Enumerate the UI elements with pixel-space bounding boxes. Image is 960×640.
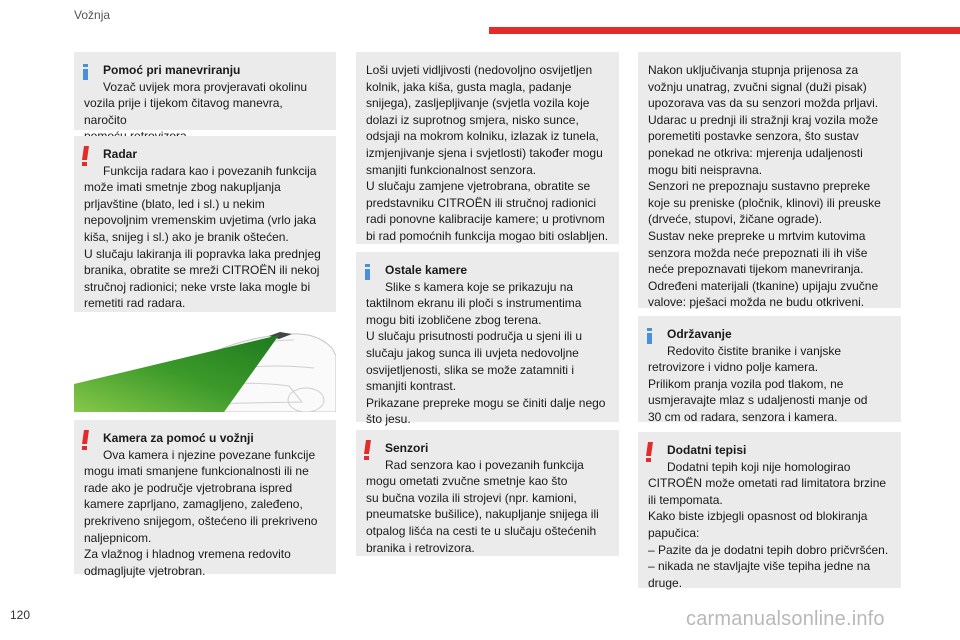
- note-line: naljepnicom.: [84, 530, 152, 545]
- car-camera-illustration-svg: [74, 322, 336, 412]
- note-box-maneuvering: [74, 52, 336, 130]
- note-line: Određeni materijali (tkanine) upijaju zvučne: [648, 278, 879, 293]
- note-line: vozila prije i tijekom čitavog manevra, naročito: [84, 96, 283, 127]
- header-accent-bar: [489, 27, 960, 34]
- note-line: rade ako je područje vjetrobrana ispred: [84, 480, 293, 495]
- note-line: ponekad ne otkriva: mjerenja udaljenosti: [648, 145, 863, 160]
- note-line: mogu imati smanjene funkcionalnosti ili ne: [84, 464, 309, 479]
- note-line: odmagljujte vjetrobran.: [84, 563, 206, 578]
- note-line: pneumatske bušilice), nakupljanje snijega ili: [366, 507, 599, 522]
- note-line: papučica:: [648, 525, 700, 540]
- note-line: druge.: [648, 575, 683, 590]
- note-line: otpalog lišća na cesti te u slučaju oštećenih: [366, 523, 597, 538]
- note-line: slučaju jakog sunca ili uvjeta nedovoljne: [366, 345, 579, 360]
- note-line: radi ponovne kalibracije kamere; u protivnom: [366, 212, 605, 227]
- note-line: Rad senzora kao i povezanih funkcija: [385, 457, 584, 472]
- note-line: kamere zaprljano, zamagljeno, zaleđeno,: [84, 497, 303, 512]
- note-line: Sustav neke prepreke u mrtvim kutovima: [648, 228, 866, 243]
- note-line: branika, obratite se mreži CITROËN ili nekoj: [84, 263, 320, 278]
- note-line: prekriveno snijegom, oštećeno ili prekriveno: [84, 513, 318, 528]
- note-title: Održavanje: [667, 327, 732, 341]
- note-line: U slučaju zamjene vjetrobrana, obratite se: [366, 179, 591, 194]
- note-line: snijega), zasljepljivanje (svjetla vozila koje: [366, 96, 590, 111]
- note-title: Kamera za pomoć u vožnji: [103, 431, 254, 445]
- note-line: 30 cm od radara, senzora i kamera.: [648, 409, 838, 424]
- note-title: Senzori: [385, 441, 429, 455]
- note-line: kolnik, jaka kiša, gusta magla, padanje: [366, 79, 572, 94]
- note-title: Dodatni tepisi: [667, 443, 747, 457]
- note-box-visibility: [356, 52, 619, 244]
- note-line: nepovoljnim vremenskim uvjetima (vrlo jaka: [84, 213, 317, 228]
- note-line: Slike s kamera koje se prikazuju na: [385, 279, 574, 294]
- note-line: U slučaju lakiranja ili popravka laka prednjeg: [84, 246, 321, 261]
- note-line: izmjenjivanje sjena i svjetlosti) također mogu: [366, 145, 603, 160]
- note-line: bi rad pomoćnih funkcija mogao biti oslabljen.: [366, 228, 609, 243]
- note-line: U slučaju prisutnosti područja u sjeni ili u: [366, 329, 583, 344]
- note-line: Loši uvjeti vidljivosti (nedovoljno osvijetljen: [366, 63, 593, 77]
- warning-box-floor-mats: [638, 432, 901, 588]
- note-line: taktilnom ekranu ili ploči s instrumentima: [366, 296, 582, 311]
- note-line: kiša, snijeg i sl.) ako je branik oštećen.: [84, 229, 289, 244]
- note-line: valove: pješaci možda ne budu otkriveni.: [648, 295, 865, 310]
- info-icon: [646, 328, 654, 344]
- note-line: Senzori ne prepoznaju sustavno prepreke: [648, 179, 871, 194]
- note-line: osvijetljenosti, slika se može zatamniti i: [366, 362, 575, 377]
- note-line: Kako biste izbjegli opasnost od blokiranja: [648, 509, 868, 524]
- note-line: smanjiti funkcionalnost senzora.: [366, 162, 537, 177]
- info-icon: [82, 64, 90, 80]
- note-line: predstavniku CITROËN ili stručnoj radionici: [366, 195, 597, 210]
- note-line: koje su preniske (pločnik, klinovi) ili preuske: [648, 195, 881, 210]
- note-title: Radar: [103, 147, 138, 161]
- note-line: Za vlažnog i hladnog vremena redovito: [84, 547, 291, 562]
- note-line: Nakon uključivanja stupnja prijenosa za: [648, 63, 859, 77]
- note-line: Udarac u prednji ili stražnji kraj vozila može: [648, 112, 879, 127]
- note-line: što jesu.: [366, 412, 411, 427]
- watermark: carmanualsonline.info: [686, 608, 885, 630]
- note-line: Prikazane prepreke mogu se činiti dalje nego: [366, 395, 606, 410]
- note-line: mogu ometati zvučne smetnje kao što: [366, 474, 568, 489]
- note-line: može imati smetnje zbog nakupljanja: [84, 180, 281, 195]
- note-line: upozorava vas da su senzori možda prljavi.: [648, 96, 879, 111]
- note-line: dolazi iz suprotnog smjera, nisko sunce,: [366, 112, 579, 127]
- note-title: Pomoć pri manevriranju: [103, 63, 241, 77]
- note-line: – nikada ne stavljajte više tepiha jedne na: [648, 559, 871, 574]
- section-title: Vožnja: [74, 8, 111, 22]
- note-line: prljavštine (blato, led i sl.) u nekim: [84, 196, 265, 211]
- warning-box-radar: [74, 136, 336, 312]
- note-box-maintenance: [638, 316, 901, 422]
- note-box-reverse-signal: [638, 52, 901, 308]
- note-line: poremetiti postavke senzora, što sustav: [648, 129, 859, 144]
- note-line: senzora možda neće prepoznati ili ih više: [648, 245, 868, 260]
- note-line: Vozač uvijek mora provjeravati okolinu: [103, 79, 308, 94]
- note-line: Funkcija radara kao i povezanih funkcija: [103, 163, 317, 178]
- note-line: branika i retrovizora.: [366, 540, 475, 555]
- car-camera-illustration: [74, 322, 336, 412]
- note-line: Dodatni tepih koji nije homologirao: [667, 459, 851, 474]
- note-line: Prilikom pranja vozila pod tlakom, ne: [648, 376, 844, 391]
- note-line: usmjeravajte mlaz s udaljenosti manje od: [648, 393, 868, 408]
- info-icon: [364, 264, 372, 280]
- note-line: mogu biti izobličene zbog terena.: [366, 312, 542, 327]
- note-title: Ostale kamere: [385, 263, 468, 277]
- note-line: – Pazite da je dodatni tepih dobro pričvršćen.: [648, 542, 889, 557]
- page-number: 120: [10, 608, 31, 622]
- note-line: CITROËN može ometati rad limitatora brzine: [648, 476, 887, 491]
- note-line: ili tempomata.: [648, 492, 723, 507]
- note-line: su bučna vozila ili strojevi (npr. kamioni,: [366, 490, 577, 505]
- note-line: retrovizore i vidno polje kamera.: [648, 360, 819, 375]
- note-line: smanjiti kontrast.: [366, 379, 457, 394]
- note-line: (drveće, stupovi, žičane ograde).: [648, 212, 823, 227]
- note-line: remetiti rad radara.: [84, 296, 186, 311]
- note-line: stručnoj radionici; neke vrste laka mogle bi: [84, 279, 311, 294]
- warning-box-sensors: [356, 430, 619, 556]
- warning-box-camera: [74, 420, 336, 578]
- note-line: mogu biti neispravna.: [648, 162, 763, 177]
- note-box-other-cameras: [356, 252, 619, 427]
- note-line: Ova kamera i njezine povezane funkcije: [103, 447, 316, 462]
- note-line: odsjaji na mokrom kolniku, izlazak iz tunela,: [366, 129, 599, 144]
- note-line: neće prepoznavati tijekom manevriranja.: [648, 262, 864, 277]
- note-line: Redovito čistite branike i vanjske: [667, 343, 842, 358]
- note-line: vožnju unatrag, zvučni signal (duži pisak): [648, 79, 867, 94]
